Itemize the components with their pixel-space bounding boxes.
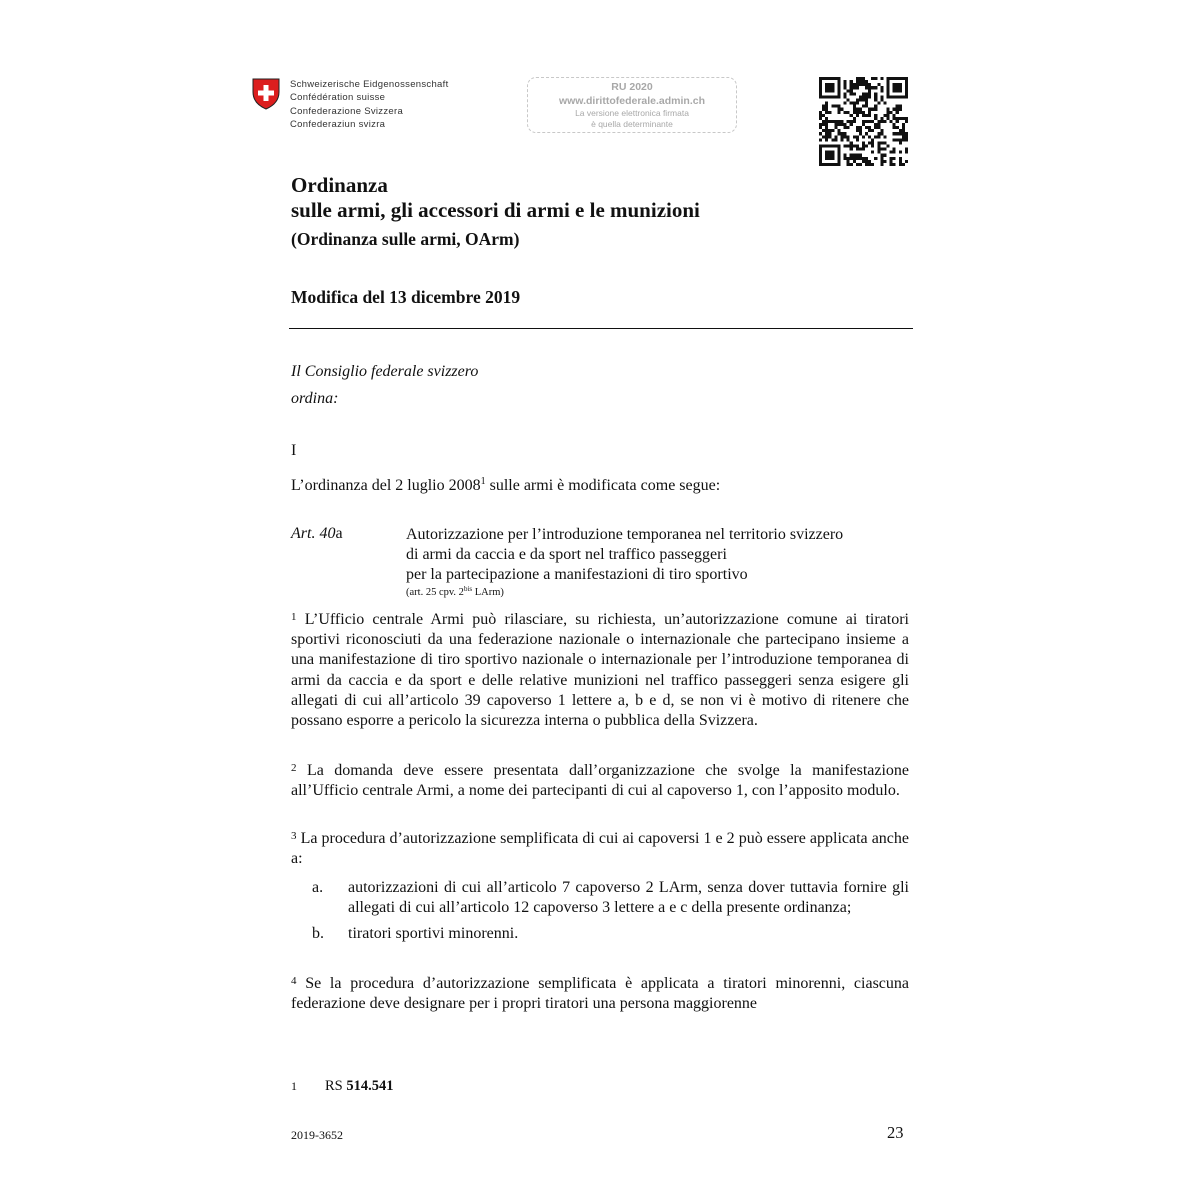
article-legal-reference: (art. 25 cpv. $2^{bis}$ LArm) xyxy=(406,585,504,598)
qr-code-icon xyxy=(819,77,908,166)
paragraph-number: 3 xyxy=(291,830,297,842)
article-heading-line-1: Autorizzazione per l’introduzione temporanea nel territorio svizzero xyxy=(406,526,844,543)
list-item-letter: b. xyxy=(312,925,324,943)
preamble-line-1: Il Consiglio federale svizzero xyxy=(291,363,479,380)
paragraph-text: La domanda deve essere presentata dall’organizzazione che svolge la manifestazione all’Ufficio centrale Armi, a nome dei partecipanti di cui al capoverso 1, con l’apposito modulo. xyxy=(291,762,910,800)
title-short-name: (Ordinanza sulle armi, OArm) xyxy=(291,229,520,249)
paragraph-text: L’Ufficio centrale Armi può rilasciare, su richiesta, un’autorizzazione comune ai tiratori sportivi riconosciuti da una federazione nazionale o internazionale che partecipano insieme a una manifestazione di tiro sportivo nazionale o internazionale per l’introduzione temporanea di armi da caccia e da sport e delle relative munizioni nel traffico passeggeri senza esigere gli allegati di cui all’articolo 39 capoverso 1 lettere a, b e d, se non vi è motivo di ritenere che possano esporre a pericolo la sicurezza interna o pubblica della Svizzera. xyxy=(291,611,909,730)
confederation-name-de: Schweizerische Eidgenossenschaft xyxy=(290,79,449,90)
section-number: I xyxy=(291,442,297,459)
list-item-text: tiratori sportivi minorenni. xyxy=(348,925,519,943)
article-heading-line-2: di armi da caccia e da sport nel traffico passeggeri xyxy=(406,546,727,563)
paragraph-number: 2 xyxy=(291,762,297,774)
ru-stamp-url: www.dirittofederale.admin.ch xyxy=(558,95,706,107)
footnote-reference-number: 514.541 xyxy=(346,1078,394,1094)
paragraph-1 xyxy=(291,610,909,731)
confederation-name-fr: Confédération suisse xyxy=(290,92,386,104)
amendment-date: Modifica del 13 dicembre 2019 xyxy=(291,287,521,307)
ru-stamp xyxy=(527,77,737,133)
paragraph-4 xyxy=(291,974,909,1014)
intro-sentence xyxy=(291,477,720,495)
title-line-2: sulle armi, gli accessori di armi e le munizioni xyxy=(291,198,700,222)
confederation-names xyxy=(290,78,449,131)
document-id: 2019-3652 xyxy=(291,1128,343,1142)
intro-before: L’ordinanza del 2 luglio 2008 xyxy=(291,477,481,494)
ru-stamp-note-1: La versione elettronica firmata xyxy=(575,108,689,118)
confederation-name-rm: Confederaziun svizra xyxy=(290,118,386,130)
intro-after: sulle armi è modificata come segue: xyxy=(485,477,721,494)
preamble-line-2: ordina: xyxy=(291,390,339,407)
list-item-text: autorizzazioni di cui all’articolo 7 capoverso 2 LArm, senza dover tuttavia fornire gli allegati di cui all’articolo 12 capoverso 3 lettere a e c della presente ordinanza; xyxy=(348,879,909,917)
ru-stamp-note-2: è quella determinante xyxy=(591,119,673,129)
footnote xyxy=(291,1078,394,1095)
paragraph-text: Se la procedura d’autorizzazione semplificata è applicata a tiratori minorenni, ciascuna federazione deve designare per i propri tiratori una persona maggiorenne xyxy=(291,975,910,1013)
paragraph-number: 4 xyxy=(291,975,297,987)
document-title xyxy=(291,173,700,251)
paragraph-number: 1 xyxy=(291,611,297,623)
paragraph-text: La procedura d’autorizzazione semplificata di cui ai capoversi 1 e 2 può essere applicata anche a: xyxy=(291,830,910,868)
article-label-number: Art. 40 xyxy=(291,525,336,542)
confederation-name-it: Confederazione Svizzera xyxy=(290,105,404,117)
footnote-prefix: RS xyxy=(325,1078,347,1094)
footnote-reference[interactable]: 1 xyxy=(480,476,486,487)
title-divider xyxy=(289,328,913,329)
list-item xyxy=(291,878,909,918)
article-heading xyxy=(406,525,916,601)
footnote-number: 1 xyxy=(291,1079,297,1093)
paragraph-3 xyxy=(291,829,909,869)
swiss-cross-icon xyxy=(252,78,280,110)
paragraph-2 xyxy=(291,761,909,801)
article-label-suffix: a xyxy=(335,525,343,542)
title-line-1: Ordinanza xyxy=(291,173,388,197)
page-number: 23 xyxy=(887,1123,904,1142)
preamble xyxy=(291,358,478,412)
enumeration-list xyxy=(291,878,909,945)
ru-stamp-title: RU 2020 xyxy=(611,81,653,93)
list-item xyxy=(291,924,909,944)
article-heading-line-3: per la partecipazione a manifestazioni di tiro sportivo xyxy=(406,566,748,583)
article-label xyxy=(291,525,343,543)
list-item-letter: a. xyxy=(312,879,324,896)
